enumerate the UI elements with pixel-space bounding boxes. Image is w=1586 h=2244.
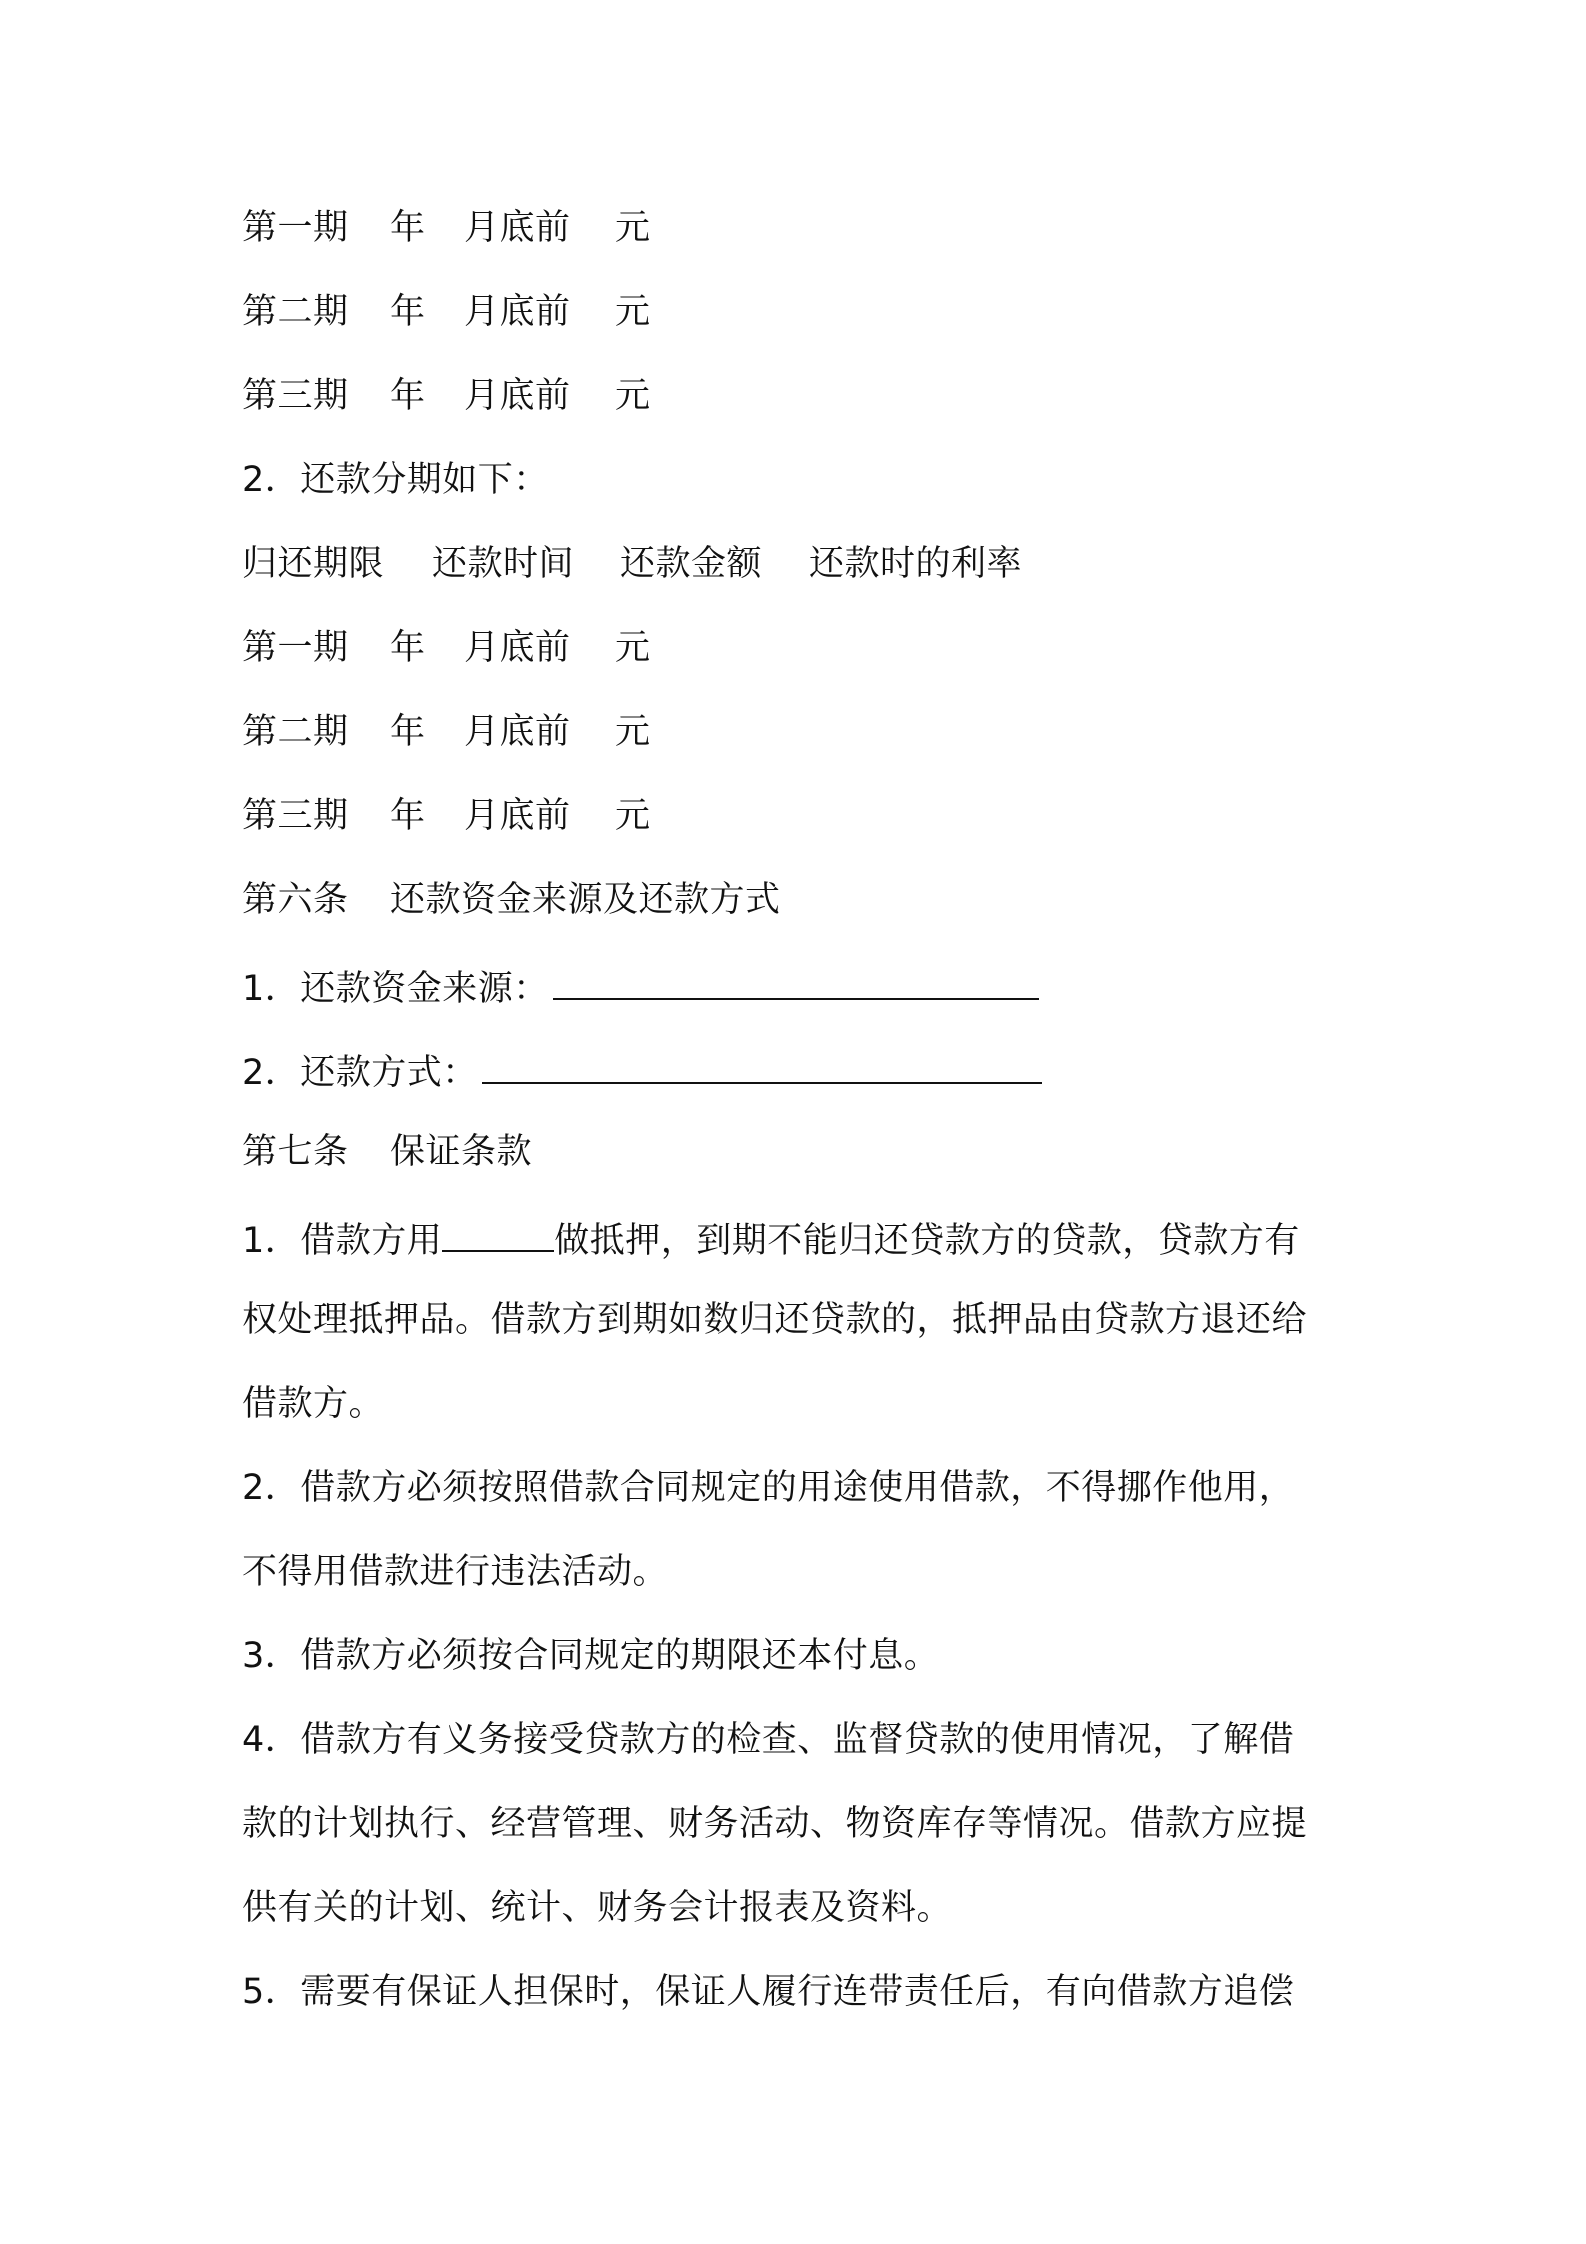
period-label: 第三期 bbox=[242, 796, 349, 836]
header-repay-amount: 还款金额 bbox=[620, 544, 763, 584]
paragraph-line: 款的计划执行、经营管理、财务活动、物资库存等情况。借款方应提 bbox=[242, 1804, 1308, 1844]
header-term: 归还期限 bbox=[242, 544, 385, 584]
article-heading bbox=[242, 870, 1362, 930]
month-label: 月底前 bbox=[464, 292, 571, 332]
unit-label: 元 bbox=[615, 712, 651, 752]
article-title: 保证条款 bbox=[390, 1132, 533, 1172]
period-label: 第二期 bbox=[242, 712, 349, 752]
month-label: 月底前 bbox=[464, 376, 571, 416]
fill-in-label: 1．还款资金来源： bbox=[242, 969, 549, 1009]
header-interest-rate: 还款时的利率 bbox=[809, 544, 1023, 584]
paragraph-line: 4．借款方有义务接受贷款方的检查、监督贷款的使用情况，了解借 bbox=[242, 1720, 1295, 1760]
collateral-blank[interactable] bbox=[442, 1206, 554, 1252]
header-repay-time: 还款时间 bbox=[432, 544, 575, 584]
year-label: 年 bbox=[390, 796, 426, 836]
schedule-row bbox=[242, 702, 1362, 762]
period-label: 第三期 bbox=[242, 376, 349, 416]
paragraph-line: 不得用借款进行违法活动。 bbox=[242, 1552, 669, 1592]
paragraph-line: 3．借款方必须按合同规定的期限还本付息。 bbox=[242, 1636, 940, 1676]
schedule-row bbox=[242, 198, 1362, 258]
month-label: 月底前 bbox=[464, 208, 571, 248]
unit-label: 元 bbox=[615, 796, 651, 836]
month-label: 月底前 bbox=[464, 712, 571, 752]
month-label: 月底前 bbox=[464, 796, 571, 836]
schedule-table-header bbox=[242, 534, 1362, 594]
year-label: 年 bbox=[390, 628, 426, 668]
schedule-row bbox=[242, 366, 1362, 426]
year-label: 年 bbox=[390, 376, 426, 416]
fill-in-line bbox=[242, 954, 1362, 1014]
month-label: 月底前 bbox=[464, 628, 571, 668]
unit-label: 元 bbox=[615, 628, 651, 668]
repayment-method-blank[interactable] bbox=[482, 1038, 1042, 1084]
paragraph-line: 供有关的计划、统计、财务会计报表及资料。 bbox=[242, 1888, 953, 1928]
unit-label: 元 bbox=[615, 208, 651, 248]
paragraph-line: 权处理抵押品。借款方到期如数归还贷款的，抵押品由贷款方退还给 bbox=[242, 1300, 1308, 1340]
repayment-source-blank[interactable] bbox=[553, 954, 1039, 1000]
article-heading bbox=[242, 1122, 1362, 1182]
schedule-row bbox=[242, 786, 1362, 846]
article-number: 第七条 bbox=[242, 1132, 349, 1172]
paragraph-line bbox=[242, 1206, 1362, 1266]
period-label: 第二期 bbox=[242, 292, 349, 332]
unit-label: 元 bbox=[615, 376, 651, 416]
article-title: 还款资金来源及还款方式 bbox=[390, 880, 781, 920]
year-label: 年 bbox=[390, 292, 426, 332]
unit-label: 元 bbox=[615, 292, 651, 332]
paragraph-text: 1．借款方用 bbox=[242, 1221, 443, 1261]
paragraph-text: 做抵押，到期不能归还贷款方的贷款，贷款方有 bbox=[554, 1221, 1300, 1261]
paragraph-line: 2．借款方必须按照借款合同规定的用途使用借款，不得挪作他用， bbox=[242, 1468, 1295, 1508]
paragraph-line: 5．需要有保证人担保时，保证人履行连带责任后，有向借款方追偿 bbox=[242, 1972, 1295, 2012]
schedule-row bbox=[242, 618, 1362, 678]
clause-heading: 2．还款分期如下： bbox=[242, 460, 549, 500]
period-label: 第一期 bbox=[242, 208, 349, 248]
year-label: 年 bbox=[390, 208, 426, 248]
fill-in-label: 2．还款方式： bbox=[242, 1053, 478, 1093]
article-number: 第六条 bbox=[242, 880, 349, 920]
year-label: 年 bbox=[390, 712, 426, 752]
schedule-row bbox=[242, 282, 1362, 342]
fill-in-line bbox=[242, 1038, 1362, 1098]
period-label: 第一期 bbox=[242, 628, 349, 668]
paragraph-line: 借款方。 bbox=[242, 1384, 385, 1424]
